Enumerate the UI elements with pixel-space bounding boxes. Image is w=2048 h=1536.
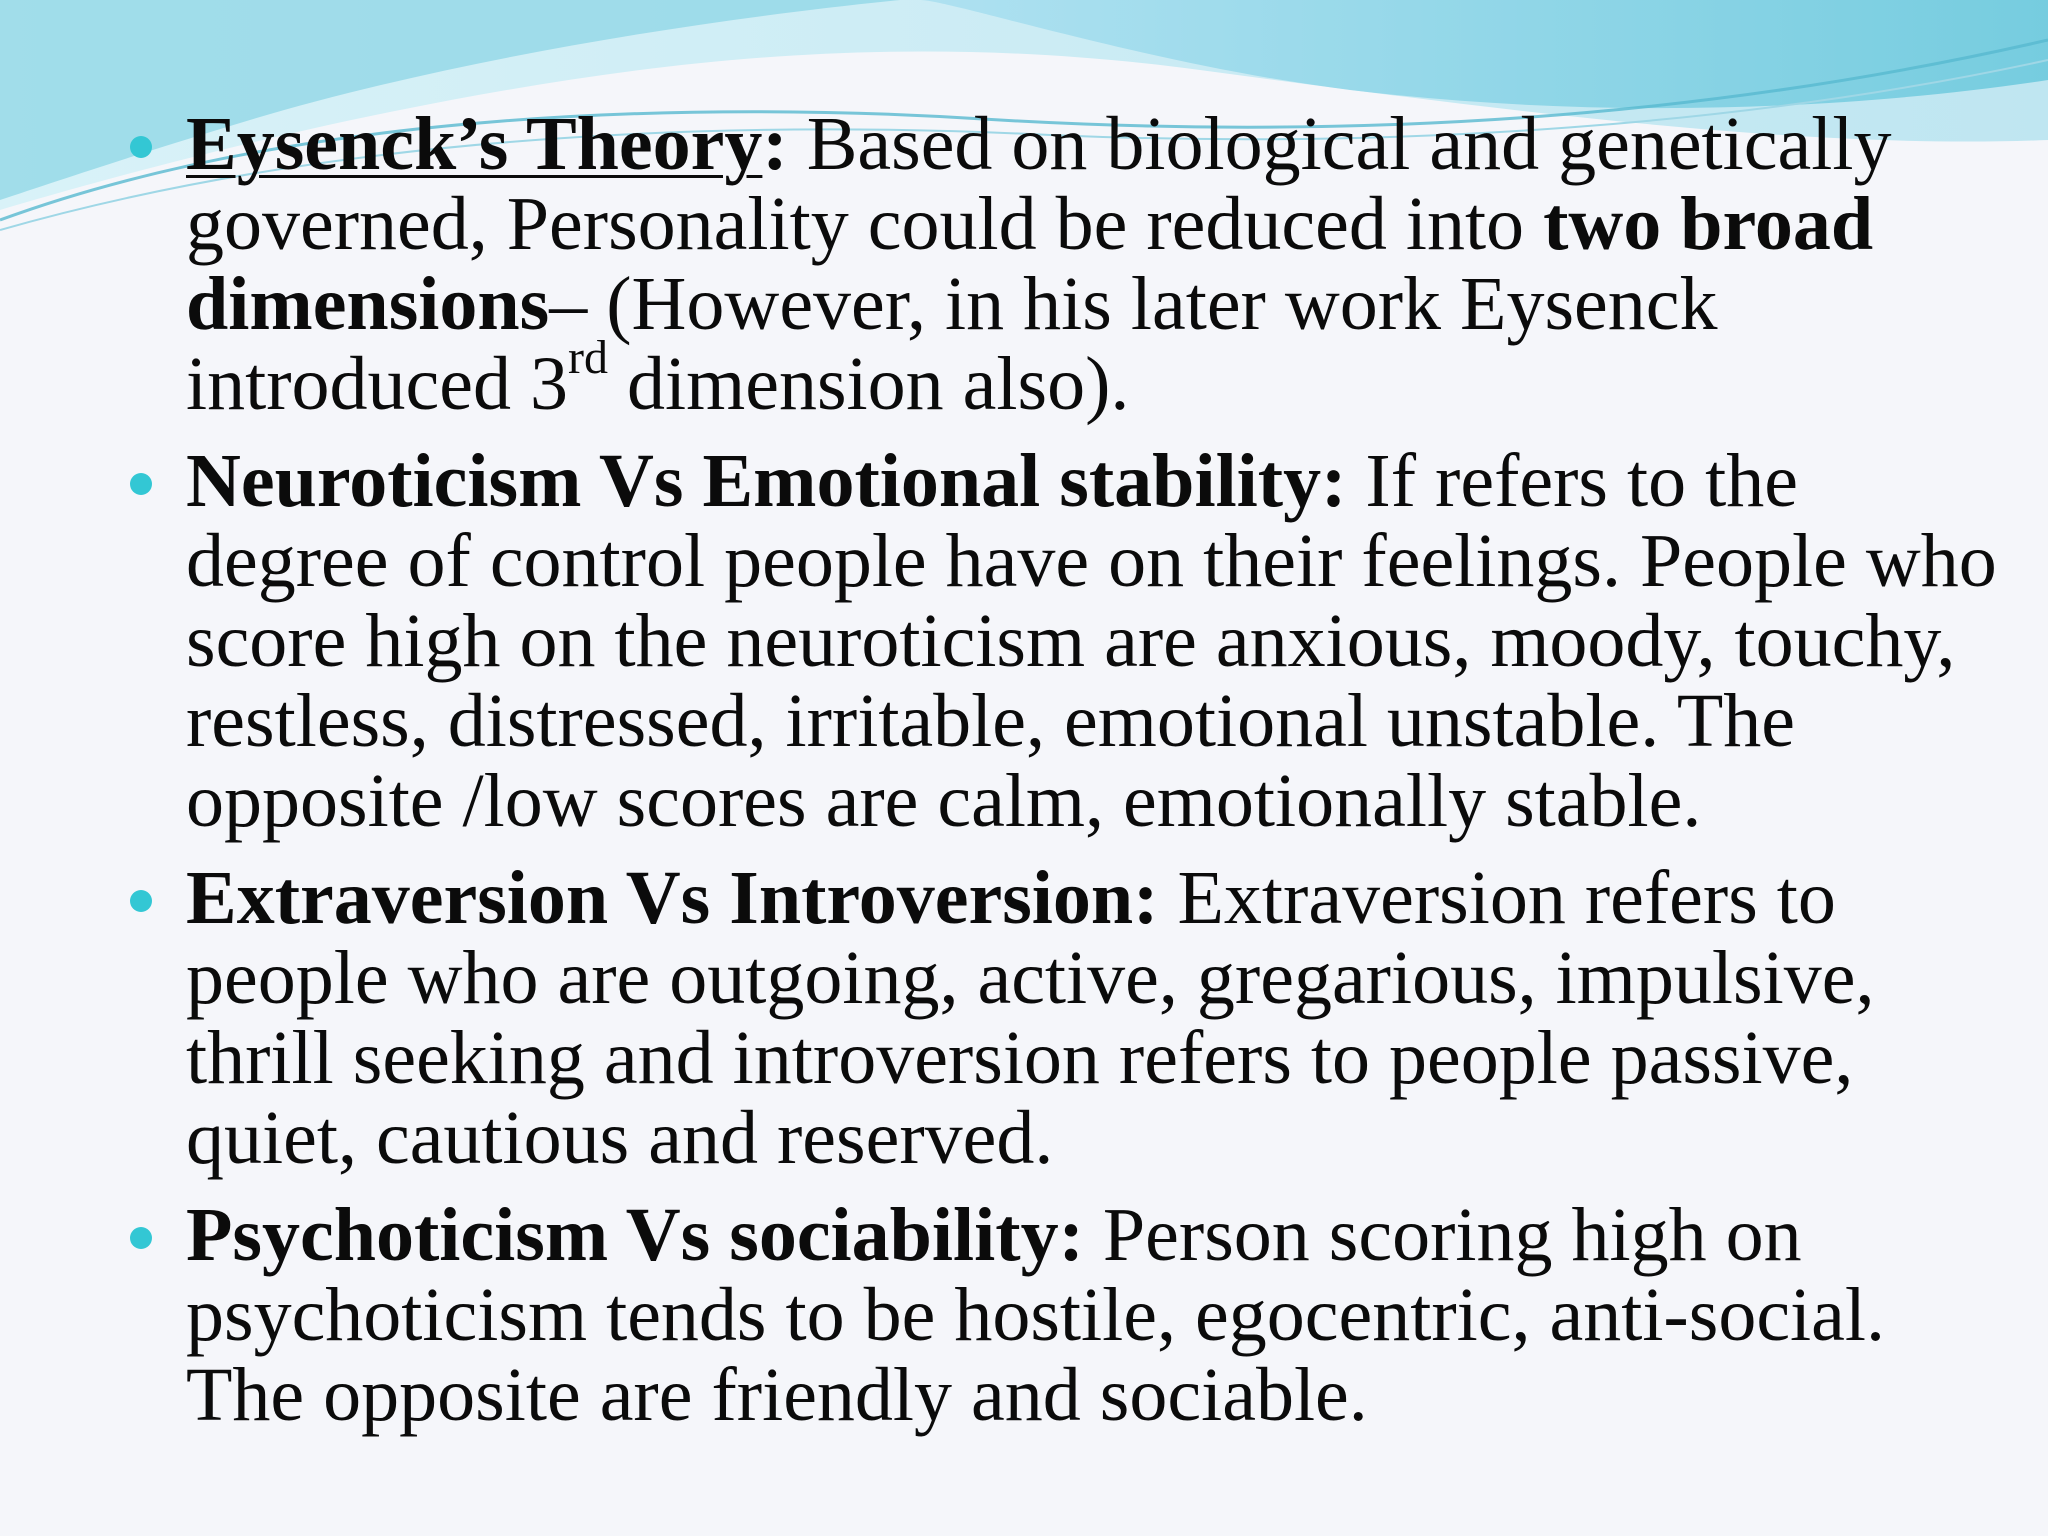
term-extraversion: Extraversion Vs Introversion:	[186, 856, 1159, 940]
term-neuroticism: Neuroticism Vs Emotional stability:	[186, 439, 1347, 523]
bullet-text: Based on biological and genetically governed, Personality could be reduced into	[186, 102, 1892, 266]
bold-phrase: two broad dimensions	[186, 182, 1874, 346]
bullet-extraversion	[186, 858, 2006, 1178]
bullet-psychoticism	[186, 1195, 2006, 1435]
bullet-text: Person scoring high on psychoticism tends to be hostile, egocentric, anti-social. The opposite are friendly and sociable.	[186, 1193, 1886, 1437]
ordinal-superscript: rd	[568, 331, 608, 384]
bullet-eysenck-theory	[186, 104, 2006, 424]
term-eysenck-theory: Eysenck’s Theory	[186, 102, 763, 186]
term-suffix: :	[762, 102, 788, 186]
bullet-dot-icon	[130, 1227, 152, 1249]
bullet-neuroticism	[186, 441, 2006, 841]
bullet-text: Extraversion refers to people who are outgoing, active, gregarious, impulsive, thrill seeking and introversion refers to people passive, quiet, cautious and reserved.	[186, 856, 1875, 1180]
bullet-dot-icon	[130, 890, 152, 912]
bullet-text: If refers to the degree of control people have on their feelings. People who score high on the neuroticism are anxious, moody, touchy, restless, distressed, irritable, emotional unstable. The opposite /low scores are calm, emotionally stable.	[186, 439, 1997, 843]
bullet-dot-icon	[130, 136, 152, 158]
bullet-dot-icon	[130, 473, 152, 495]
term-psychoticism: Psychoticism Vs sociability:	[186, 1193, 1084, 1277]
bullet-list	[186, 104, 2006, 1435]
bullet-text: dimension also).	[608, 342, 1130, 426]
bullet-text: – (However, in his later work Eysenck introduced 3	[186, 262, 1718, 426]
